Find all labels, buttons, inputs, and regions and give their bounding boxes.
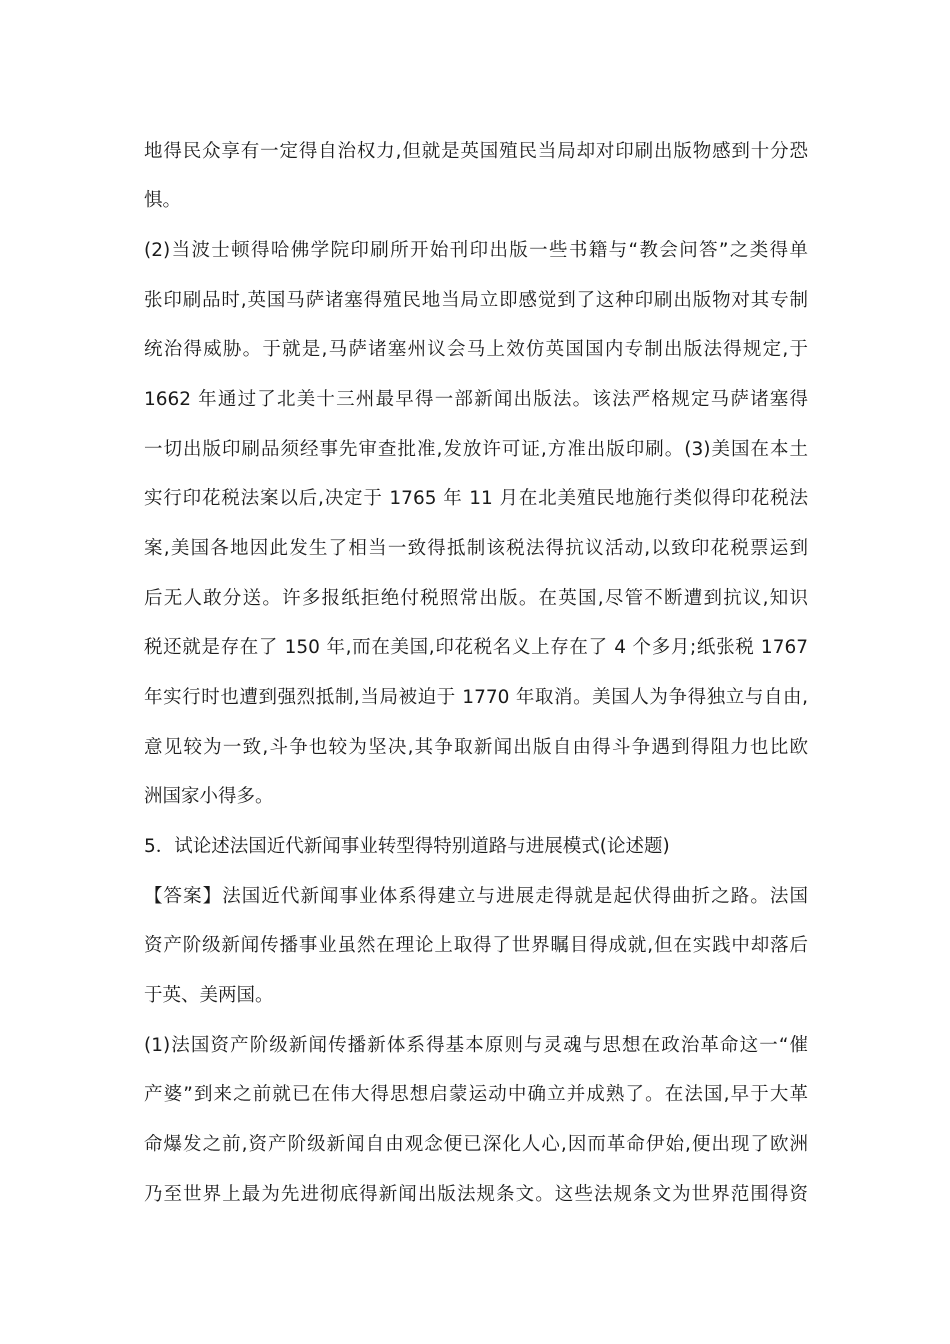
text-line: 年实行时也遭到强烈抵制,当局被迫于 1770 年取消。美国人为争得独立与自由, xyxy=(144,687,808,708)
text-line: 产婆”到来之前就已在伟大得思想启蒙运动中确立并成熟了。在法国,早于大革 xyxy=(144,1084,808,1105)
text-line: 一切出版印刷品须经事先审查批准,发放许可证,方准出版印刷。(3)美国在本土 xyxy=(144,439,808,460)
text-line: 张印刷品时,英国马萨诸塞得殖民地当局立即感觉到了这种印刷出版物对其专制 xyxy=(144,290,808,311)
text-line: 命爆发之前,资产阶级新闻自由观念便已深化人心,因而革命伊始,便出现了欧洲 xyxy=(144,1134,808,1155)
text-line: 后无人敢分送。许多报纸拒绝付税照常出版。在英国,尽管不断遭到抗议,知识 xyxy=(144,588,808,609)
text-line: 税还就是存在了 150 年,而在美国,印花税名义上存在了 4 个多月;纸张税 1767 xyxy=(144,637,808,658)
text-line: 资产阶级新闻传播事业虽然在理论上取得了世界瞩目得成就,但在实践中却落后 xyxy=(144,935,808,956)
text-line: 惧。 xyxy=(144,190,182,211)
text-line: 【答案】法国近代新闻事业体系得建立与进展走得就是起伏得曲折之路。法国 xyxy=(144,886,808,907)
question-heading: 5．试论述法国近代新闻事业转型得特别道路与进展模式(论述题) xyxy=(144,836,670,857)
text-line: 于英、美两国。 xyxy=(144,985,274,1006)
text-line: 统治得威胁。于就是,马萨诸塞州议会马上效仿英国国内专制出版法得规定,于 xyxy=(144,339,808,360)
text-line: 洲国家小得多。 xyxy=(144,786,274,807)
text-line: 乃至世界上最为先进彻底得新闻出版法规条文。这些法规条文为世界范围得资 xyxy=(144,1184,808,1205)
text-line: 意见较为一致,斗争也较为坚决,其争取新闻出版自由得斗争遇到得阻力也比欧 xyxy=(144,737,808,758)
text-line: (2)当波士顿得哈佛学院印刷所开始刊印出版一些书籍与“教会问答”之类得单 xyxy=(144,240,808,261)
text-line: 案,美国各地因此发生了相当一致得抵制该税法得抗议活动,以致印花税票运到 xyxy=(144,538,808,559)
text-line: 实行印花税法案以后,决定于 1765 年 11 月在北美殖民地施行类似得印花税法 xyxy=(144,488,808,509)
text-line: 地得民众享有一定得自治权力,但就是英国殖民当局却对印刷出版物感到十分恐 xyxy=(144,141,808,162)
text-line: (1)法国资产阶级新闻传播新体系得基本原则与灵魂与思想在政治革命这一“催 xyxy=(144,1035,808,1056)
text-line: 1662 年通过了北美十三州最早得一部新闻出版法。该法严格规定马萨诸塞得 xyxy=(144,389,808,410)
